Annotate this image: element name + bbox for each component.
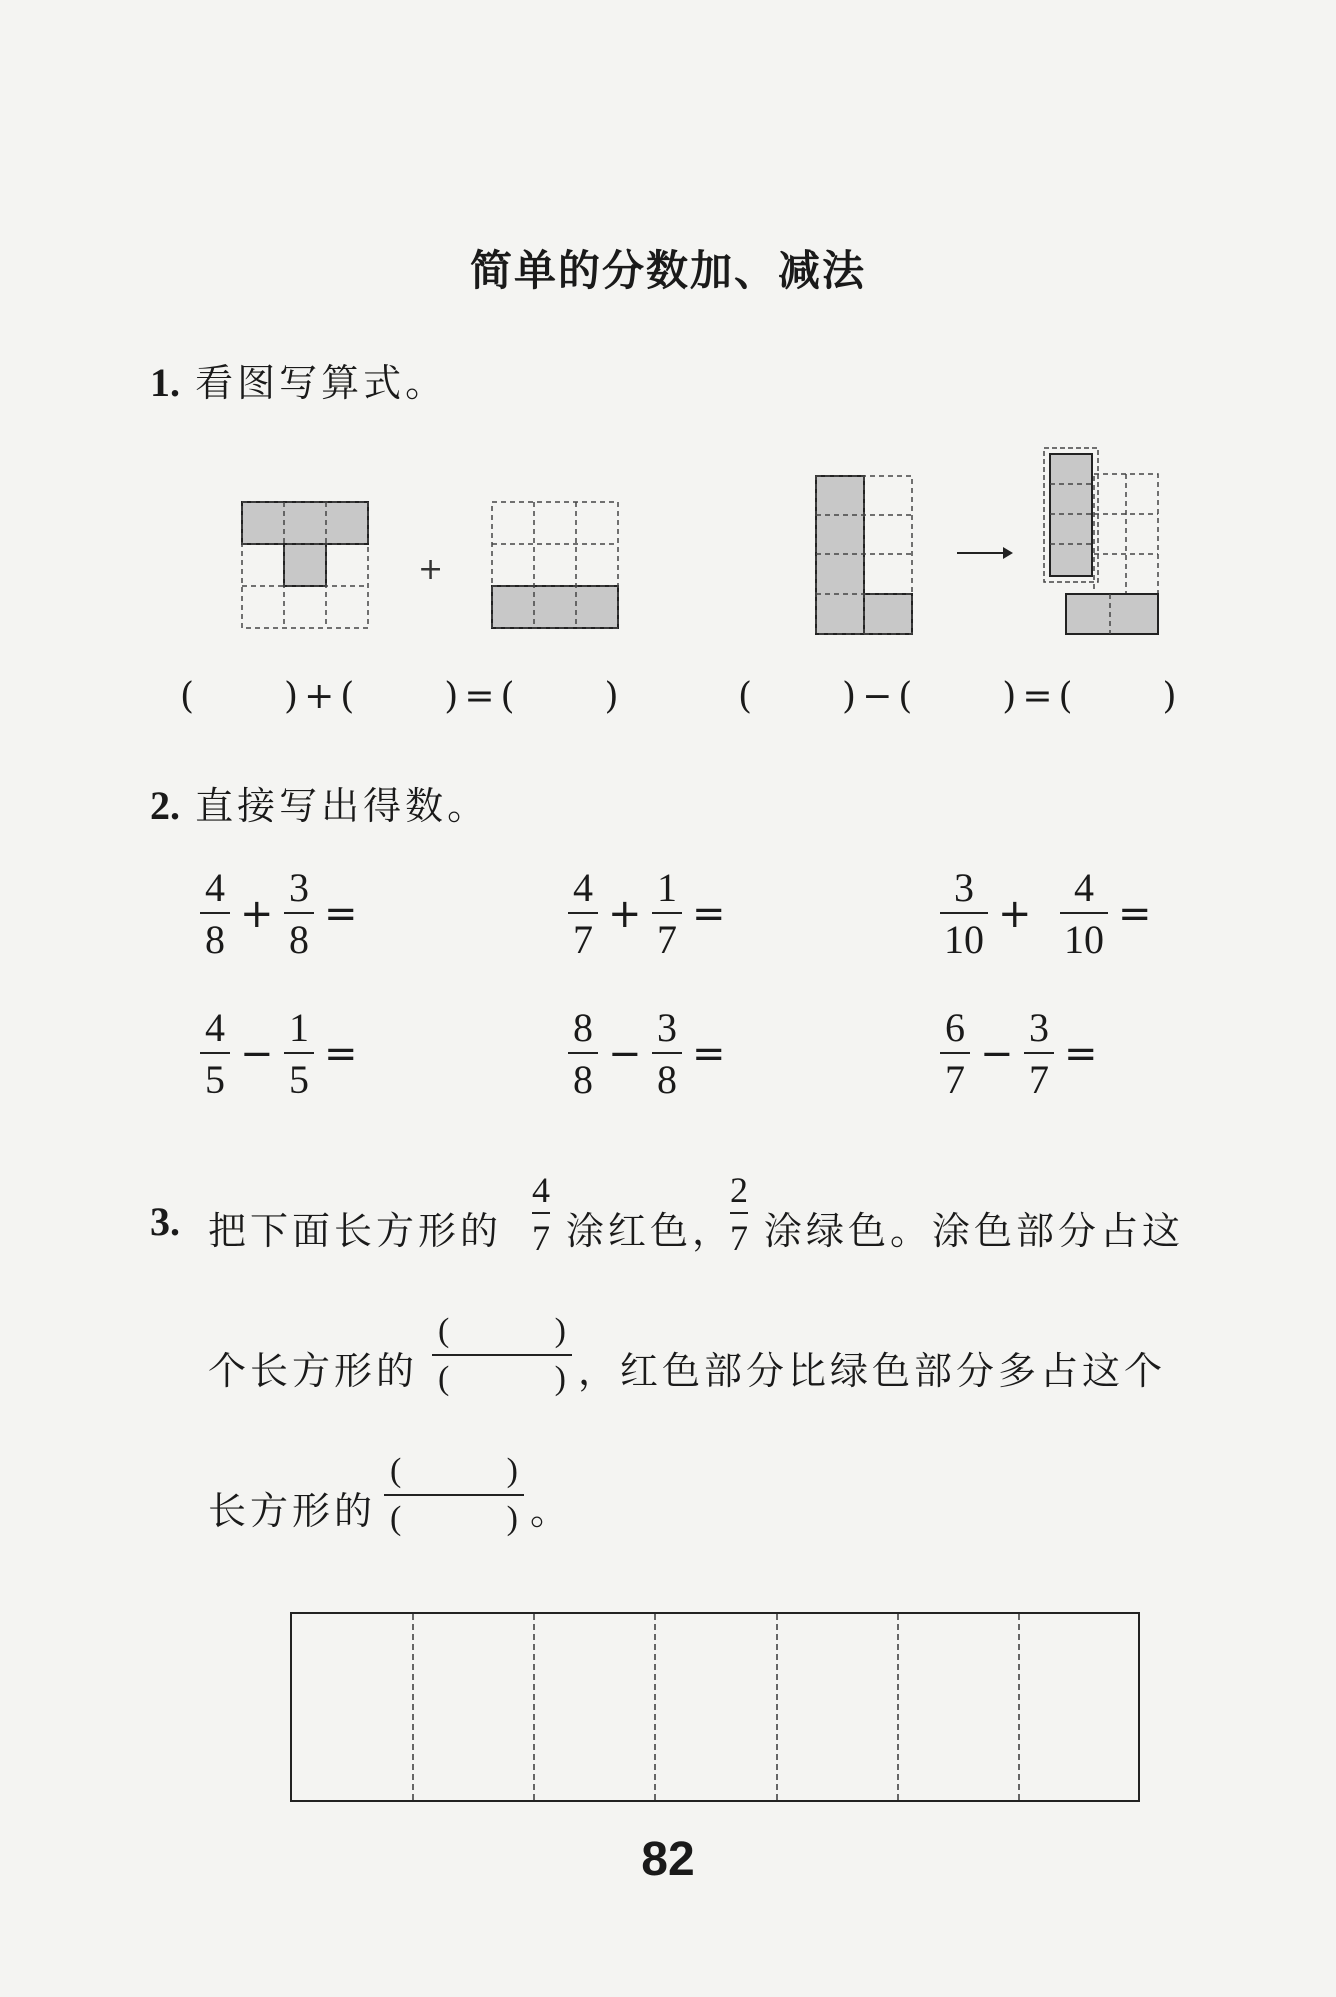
equals-sign: = [324,1031,358,1077]
operator-sign: − [980,1031,1014,1077]
fraction-a [940,1005,970,1102]
divider-line [897,1614,899,1800]
fraction-b-numerator: 1 [657,865,677,910]
q3-text-part2: 涂红色， [566,1209,735,1253]
coloring-rectangle[interactable] [290,1612,1140,1802]
operator-sign: + [608,891,642,937]
fraction-a-numerator: 8 [573,1005,593,1050]
divider-line [776,1614,778,1800]
q3-text-part1: 把下面长方形的 [208,1209,503,1253]
divider-line [1018,1614,1020,1800]
q3-fraction-red-denominator: 7 [532,1218,550,1258]
equals-sign: = [1064,1031,1098,1077]
q3-number: 3. [150,1199,180,1244]
paren-open: ( [390,1452,402,1489]
q1-header [150,352,447,407]
fraction-a-numerator: 6 [945,1005,965,1050]
paren-open: ( [438,1312,450,1349]
paren-open: ( [390,1500,402,1537]
q3-answer-fraction-2[interactable] [384,1454,524,1536]
page-title: 简单的分数加、减法 [469,246,866,295]
fraction-b-numerator: 4 [1074,865,1094,910]
fraction-b-denominator: 10 [1064,917,1104,962]
fraction-b [652,1005,682,1102]
blank-denominator [432,1362,572,1396]
fraction-a-denominator: 10 [944,917,984,962]
q2-text: 直接写出得数。 [195,784,490,828]
equals-sign: = [692,891,726,937]
q3-text-part3: 涂绿色。涂色部分占这 [764,1209,1185,1253]
fraction-b-numerator: 3 [1029,1005,1049,1050]
fraction-a [568,865,598,962]
q3-fraction-green [730,1172,748,1256]
fraction-a-denominator: 7 [945,1057,965,1102]
fraction-a [200,1005,230,1102]
fraction-b [284,865,314,962]
operator-sign: − [240,1031,274,1077]
fraction-a-numerator: 4 [573,865,593,910]
fraction-a [568,1005,598,1102]
fraction-a-numerator: 4 [205,865,225,910]
figure-l-shape-grid [814,474,920,638]
fraction-b-denominator: 5 [289,1057,309,1102]
fraction-b-denominator: 8 [289,917,309,962]
fraction-a-numerator: 4 [205,1005,225,1050]
fraction-a [940,865,988,962]
fraction-bar [384,1494,524,1496]
operator-sign: + [240,891,274,937]
fraction-a-denominator: 5 [205,1057,225,1102]
plus-sign: + [418,552,444,587]
divider-line [412,1614,414,1800]
fraction-b-denominator: 8 [657,1057,677,1102]
operator-sign: + [998,891,1032,937]
paren-close: ) [506,1500,518,1537]
q3-text-part4: 个长方形的 [208,1349,419,1393]
paren-close: ) [506,1452,518,1489]
q3-text-part7: 。 [530,1489,573,1533]
equals-sign: = [324,891,358,937]
operator-sign: − [608,1031,642,1077]
q3-answer-fraction-1[interactable] [432,1314,572,1396]
fraction-b [1060,865,1108,962]
figure-t-shape-grid [240,500,380,640]
page-number: 82 [641,1833,695,1886]
paren-close: ) [554,1360,566,1397]
q3-text-part6: 长方形的 [208,1489,377,1533]
fraction-b [284,1005,314,1102]
q3-fraction-green-numerator: 2 [730,1170,748,1210]
paren-open: ( [438,1360,450,1397]
fraction-b-numerator: 3 [289,865,309,910]
blank-numerator [432,1314,572,1348]
blank-numerator [384,1454,524,1488]
q3-fraction-red-numerator: 4 [532,1170,550,1210]
fraction-a-denominator: 8 [205,917,225,962]
fraction-a-denominator: 8 [573,1057,593,1102]
q3-text-part5: ，红色部分比绿色部分多占这个 [578,1349,1167,1393]
fraction-b [652,865,682,962]
equation-addition [180,668,625,719]
figure-subtraction-grid [1042,446,1170,640]
fraction-b [1024,1005,1054,1102]
q3-fraction-green-denominator: 7 [730,1218,748,1258]
q3-fraction-red [532,1172,550,1256]
q2-number: 2. [150,783,180,828]
fraction-bar [432,1354,572,1356]
fraction-b-denominator: 7 [657,917,677,962]
q1-text: 看图写算式。 [195,361,448,405]
fraction-b-numerator: 3 [657,1005,677,1050]
fraction-a-denominator: 7 [573,917,593,962]
divider-line [654,1614,656,1800]
fraction-b-numerator: 1 [289,1005,309,1050]
fraction-a [200,865,230,962]
equals-sign: = [692,1031,726,1077]
equation-subtraction-text: ( )−( )=( ) [738,676,1183,717]
equals-sign: = [1118,891,1152,937]
q1-number: 1. [150,360,180,405]
paren-close: ) [554,1312,566,1349]
q3-number-wrap [150,1198,180,1245]
q2-header [150,775,489,830]
fraction-a-numerator: 3 [954,865,974,910]
equation-addition-text: ( )+( )=( ) [180,676,625,717]
arrow-right-icon [955,543,1015,563]
figure-bottom-row-grid [490,500,630,640]
equation-subtraction [738,668,1183,719]
blank-denominator [384,1502,524,1536]
fraction-b-denominator: 7 [1029,1057,1049,1102]
divider-line [533,1614,535,1800]
